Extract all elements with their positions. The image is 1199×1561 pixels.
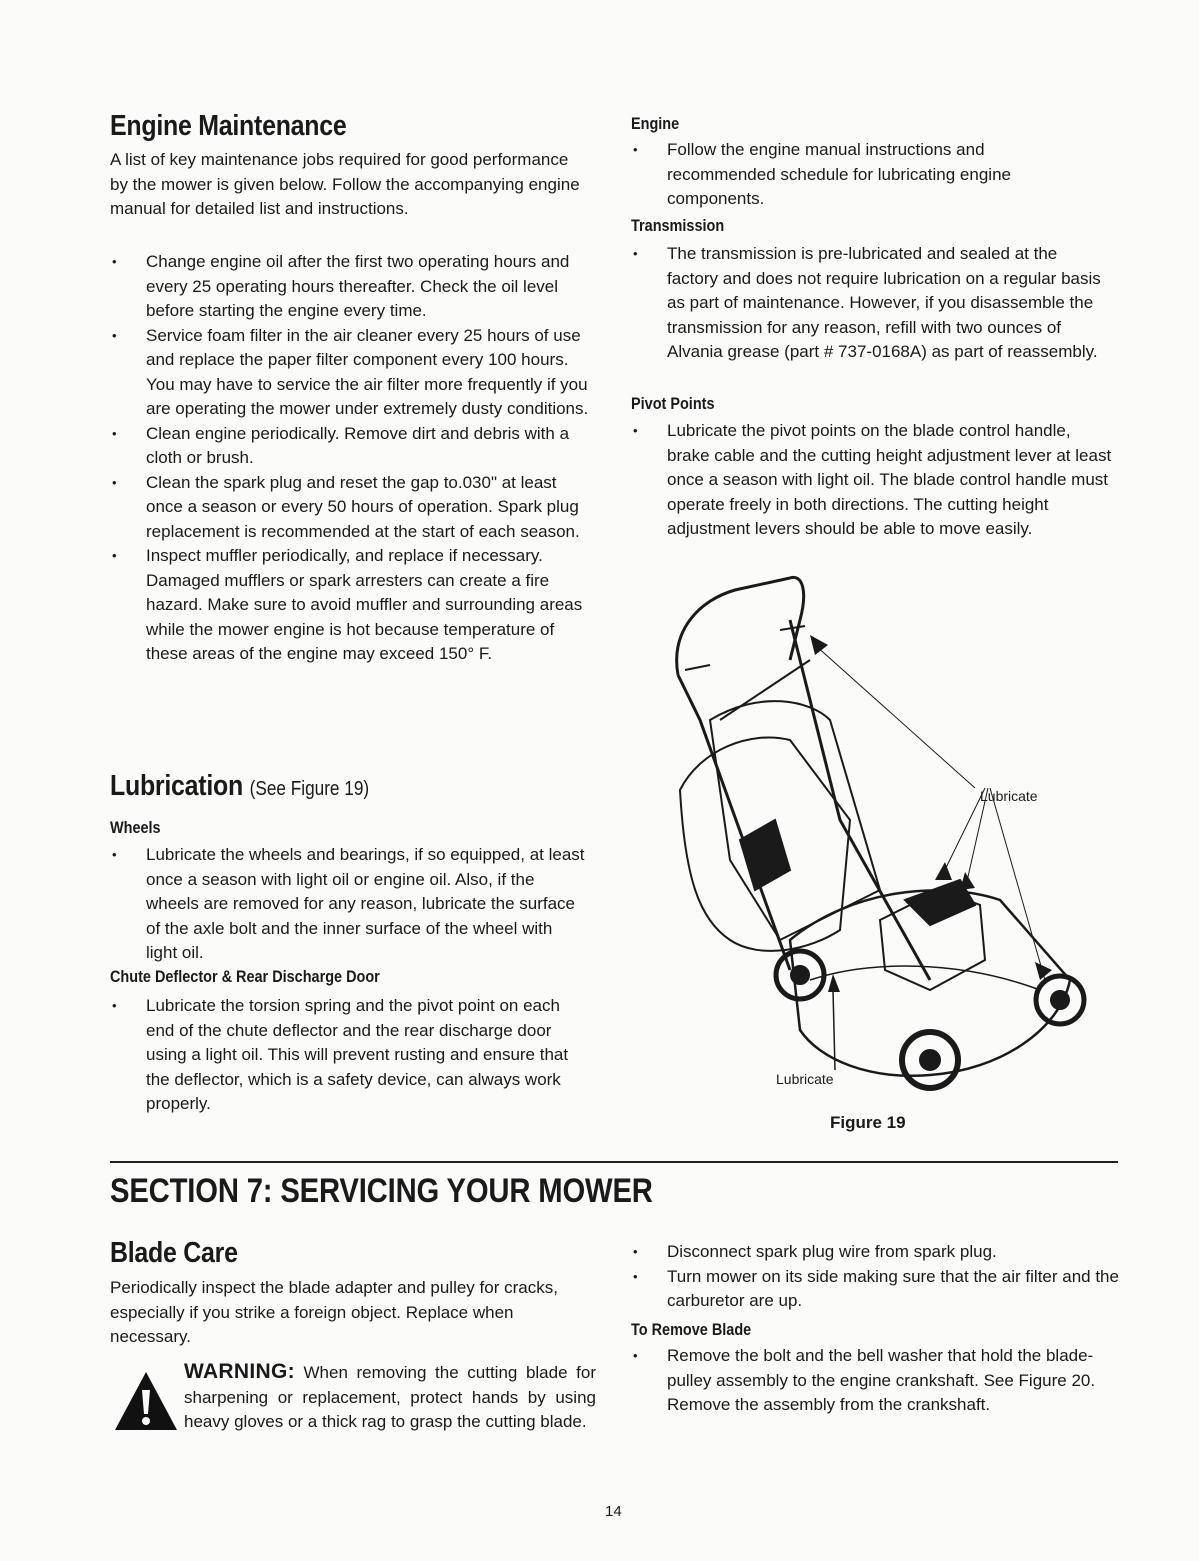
engine-maintenance-heading: Engine Maintenance (110, 110, 347, 142)
list-item: • Follow the engine manual instructions and recommended schedule for lubricating engine components. (631, 138, 1081, 212)
list-item: • Lubricate the pivot points on the blade control handle, brake cable and the cutting height adjustment lever at least once a season with light oil. The blade control handle must operate freely in both directions. The cutting height adjustment levers should be able to move easily. (631, 419, 1116, 542)
wheels-list (110, 843, 585, 966)
list-item: • Clean the spark plug and reset the gap to.030" at least once a season or every 50 hours of operation. Spark plug replacement is recommended at the start of each season. (110, 471, 592, 545)
list-item: • Service foam filter in the air cleaner every 25 hours of use and replace the paper filter component every 100 hours. You may have to service the air filter more frequently if you are operating the mower under extremely dusty conditions. (110, 324, 592, 422)
warning-block (184, 1360, 596, 1435)
lubricate-callout-bottom: Lubricate (776, 1071, 834, 1087)
list-item: • Change engine oil after the first two operating hours and every 25 operating hours thereafter. Check the oil level before starting the engine every time. (110, 250, 592, 324)
engine-maintenance-list (110, 250, 592, 667)
list-item: • Turn mower on its side making sure that the air filter and the carburetor are up. (631, 1265, 1121, 1314)
warning-text: When removing the cutting blade for sharpening or replacement, protect hands by using heavy gloves or a thick rag to grasp the cutting blade. (184, 1363, 596, 1431)
page-number: 14 (605, 1503, 622, 1520)
lubrication-see-figure: (See Figure 19) (249, 778, 370, 800)
list-item: • Inspect muffler periodically, and replace if necessary. Damaged mufflers or spark arresters can create a fire hazard. Make sure to avoid muffler and surrounding areas while the mower engine is hot because temperature of these areas of the engine may exceed 150° F. (110, 544, 592, 667)
blade-care-intro: Periodically inspect the blade adapter and pulley for cracks, especially if you strike a foreign object. Replace when necessary. (110, 1278, 558, 1346)
section-divider (110, 1161, 1118, 1163)
blade-care-steps (631, 1240, 1121, 1314)
warning-triangle-icon (113, 1370, 179, 1432)
chute-deflector-list (110, 994, 585, 1117)
list-item: • Clean engine periodically. Remove dirt and debris with a cloth or brush. (110, 422, 592, 471)
engine-list (631, 138, 1081, 212)
remove-blade-heading: To Remove Blade (631, 1320, 752, 1339)
pivot-points-heading: Pivot Points (631, 394, 715, 413)
warning-label: WARNING: (184, 1360, 295, 1383)
list-item: • The transmission is pre-lubricated and sealed at the factory and does not require lubrication on a regular basis as part of maintenance. However, if you disassemble the transmission for any reason, refill with two ounces of Alvania grease (part # 737-0168A) as part of reassembly. (631, 242, 1111, 365)
lubrication-title: Lubrication (110, 770, 243, 802)
chute-deflector-heading: Chute Deflector & Rear Discharge Door (110, 967, 380, 986)
list-item: • Remove the bolt and the bell washer that hold the blade-pulley assembly to the engine crankshaft. See Figure 20. Remove the assembly from the crankshaft. (631, 1344, 1111, 1418)
section-7-title: SECTION 7: SERVICING YOUR MOWER (110, 1172, 653, 1210)
engine-maintenance-intro: A list of key maintenance jobs required for good performance by the mower is given below. Follow the accompanying engine manual for detailed list and instructions. (110, 150, 580, 218)
pivot-points-list (631, 419, 1116, 542)
list-item: • Lubricate the wheels and bearings, if so equipped, at least once a season with light oil or engine oil. Also, if the wheels are removed for any reason, lubricate the surface of the axle bolt and the inner surface of the wheel with light oil. (110, 843, 585, 966)
engine-heading: Engine (631, 114, 680, 133)
wheels-heading: Wheels (110, 818, 161, 837)
transmission-heading: Transmission (631, 216, 725, 235)
list-item: • Disconnect spark plug wire from spark plug. (631, 1240, 1121, 1265)
transmission-list (631, 242, 1111, 365)
lawn-mower-illustration (640, 560, 1120, 1100)
figure-caption: Figure 19 (830, 1113, 906, 1132)
lubricate-callout-top: Lubricate (980, 788, 1038, 804)
remove-blade-list (631, 1344, 1111, 1418)
blade-care-heading: Blade Care (110, 1237, 238, 1269)
lubrication-heading (110, 770, 369, 803)
list-item: • Lubricate the torsion spring and the pivot point on each end of the chute deflector and the rear discharge door using a light oil. This will prevent rusting and ensure that the deflector, which is a safety device, can always work properly. (110, 994, 585, 1117)
